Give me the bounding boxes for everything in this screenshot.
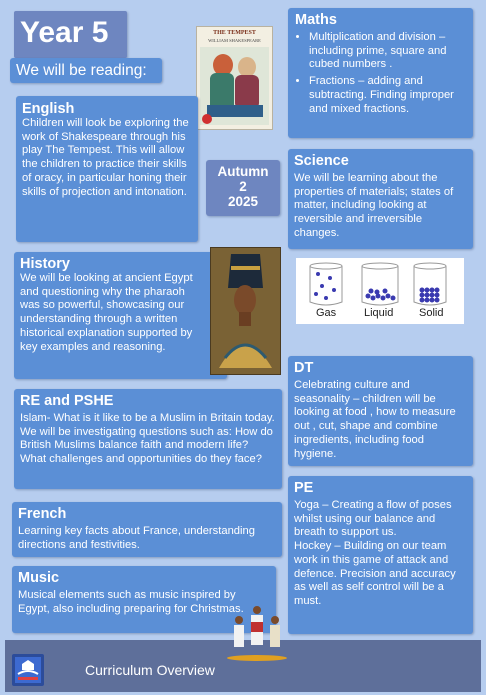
pe-text-yoga: Yoga – Creating a flow of poses whilst using our balance and breath to support us.: [294, 499, 452, 539]
egyptian-figures-illustration: [223, 602, 291, 662]
science-section: [288, 149, 473, 249]
french-section: [12, 502, 282, 557]
english-text: Children will look be exploring the work of Shakespeare through his play The Tempest. This will allow the children to practice their skills of oracy, in particular honing their skills of projection and intonation.: [22, 117, 189, 198]
reading-label: We will be reading:: [16, 62, 147, 79]
pe-title: PE: [294, 480, 314, 496]
maths-list: [295, 31, 466, 116]
logo-emblem: [12, 654, 44, 686]
school-logo: [12, 654, 44, 686]
re-pshe-text: Islam- What is it like to be a Muslim in Britain today. We will be investigating questions such as: How do British Muslims balance faith and modern life? What challenges and opportunities do they face?: [20, 412, 275, 466]
footer-title: Curriculum Overview: [85, 662, 215, 678]
egyptian-bust-image: [210, 247, 281, 375]
re-pshe-title: RE and PSHE: [20, 393, 114, 409]
science-title: Science: [294, 153, 349, 169]
english-section: [16, 96, 198, 242]
book-cover-image: [196, 26, 273, 130]
reading-heading: [10, 58, 162, 83]
term-badge: [206, 160, 280, 216]
maths-item: • Multiplication and division – including prime, square and cubed numbers .: [309, 31, 466, 72]
book-author: WILLIAM SHAKESPEARE: [208, 38, 261, 43]
states-of-matter-diagram: [296, 258, 464, 324]
dt-title: DT: [294, 360, 314, 376]
maths-item: • Fractions – adding and subtracting. Finding improper and mixed fractions.: [309, 75, 466, 116]
history-section: [14, 252, 227, 379]
dt-section: [288, 356, 473, 466]
state-label-liquid: Liquid: [364, 307, 394, 319]
year-heading: [14, 11, 127, 58]
pe-text-hockey: Hockey – Building on our team work in this game of attack and defence. Precision and accuracy as well as self control will be a must.: [294, 540, 456, 607]
pe-section: [288, 476, 473, 634]
dt-text: Celebrating culture and seasonality – children will be looking at food , how to measure out , cut, shape and combine ingredients, including food hygiene.: [294, 379, 456, 460]
history-title: History: [20, 256, 70, 272]
state-label-solid: Solid: [419, 307, 444, 319]
beakers-illustration: [296, 260, 464, 308]
term-year: 2025: [227, 194, 259, 209]
term-half: 2: [239, 179, 247, 194]
maths-title: Maths: [295, 12, 337, 28]
bust-illustration: [211, 248, 280, 374]
english-title: English: [22, 101, 75, 117]
history-text: We will be looking at ancient Egypt and questioning why the pharaoh was so powerful, showcasing our understanding through a written historical explanation supported by key examples and reasoning.: [20, 272, 193, 353]
term-season: Autumn: [217, 164, 269, 179]
music-text: Musical elements such as music inspired by Egypt, also including preparing for Christmas.: [18, 589, 244, 615]
music-title: Music: [18, 570, 60, 586]
french-title: French: [18, 506, 67, 522]
state-label-gas: Gas: [316, 307, 337, 319]
year-label: Year 5: [20, 16, 109, 49]
science-text: We will be learning about the properties of materials; states of matter, including looking at reversible and irreversible changes.: [294, 172, 454, 239]
book-illustration: [197, 45, 272, 129]
maths-section: [288, 8, 473, 138]
book-title: THE TEMPEST: [213, 30, 256, 36]
french-text: Learning key facts about France, understanding directions and festivities.: [18, 525, 255, 551]
re-pshe-section: [14, 389, 282, 489]
